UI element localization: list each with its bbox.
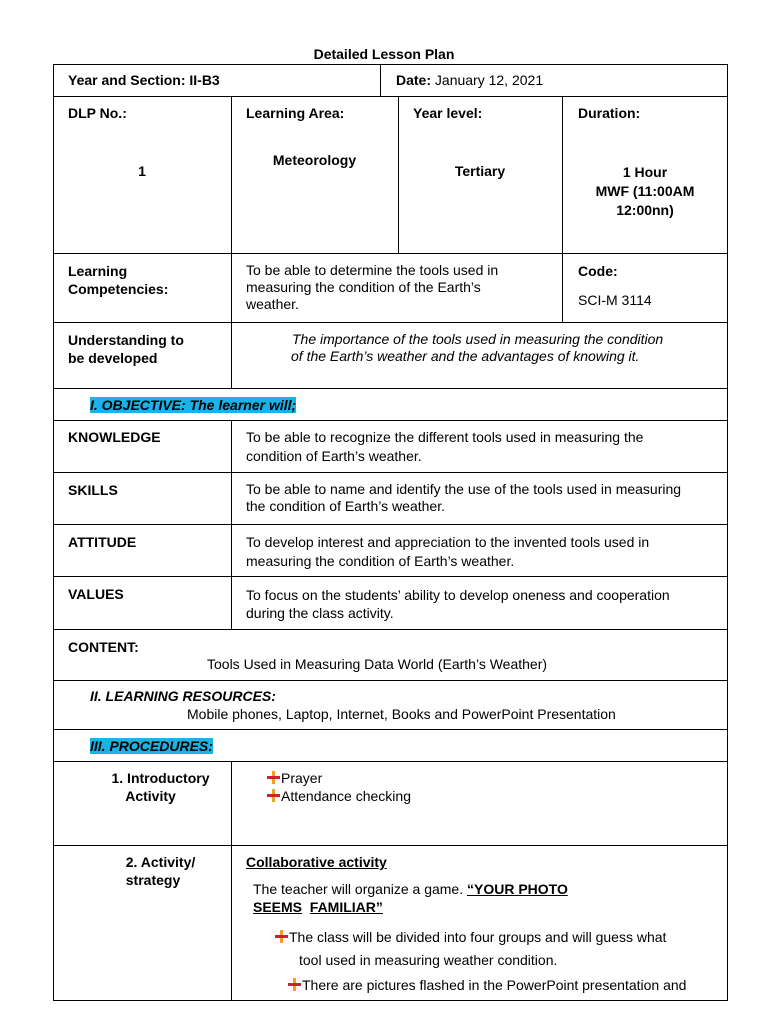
activity-heading: Collaborative activity (246, 854, 387, 870)
activity-bullet: The class will be divided into four groups and will guess what (275, 928, 666, 946)
dlp-label: DLP No.: (68, 105, 127, 121)
competencies-text-3: weather. (246, 296, 299, 312)
introductory-label-2: Activity (125, 788, 176, 804)
objective-text-2: condition of Earth’s weather. (246, 448, 422, 464)
date-label: Date: (396, 72, 432, 88)
activity-label-2: strategy (125, 872, 181, 888)
understanding-label: Understanding to (68, 332, 184, 348)
year-level-value: Tertiary (454, 163, 506, 179)
activity-bullet-cont: tool used in measuring weather condition. (299, 952, 558, 968)
objective-label: VALUES (68, 586, 124, 602)
year-level-label: Year level: (413, 105, 483, 121)
objective-heading: I. OBJECTIVE: The learner will; (90, 397, 297, 413)
activity-intro: The teacher will organize a game. “YOUR PHOTO (253, 881, 568, 897)
game-title: “YOUR PHOTO (467, 881, 568, 897)
date-value: January 12, 2021 (434, 72, 544, 88)
content-text: Tools Used in Measuring Data World (Earth’s Weather) (207, 656, 548, 672)
objective-text: To focus on the students’ ability to develop oneness and cooperation (246, 587, 670, 603)
objective-text: To develop interest and appreciation to the invented tools used in (246, 534, 650, 550)
game-title-2: SEEMS FAMILIAR” (253, 899, 383, 915)
understanding-text-2: of the Earth’s weather and the advantages of knowing it. (291, 348, 640, 364)
code-value: SCI-M 3114 (578, 292, 652, 308)
competencies-text: To be able to determine the tools used in (246, 262, 499, 278)
resources-heading: II. LEARNING RESOURCES: (90, 688, 276, 704)
procedures-heading: III. PROCEDURES: (90, 738, 213, 754)
bullet-icon (288, 978, 301, 991)
objective-text: To be able to name and identify the use of the tools used in measuring (246, 481, 682, 497)
year-section-label: Year and Section: II-B3 (68, 72, 220, 88)
content-label: CONTENT: (68, 639, 139, 655)
introductory-label: 1. Introductory (111, 770, 210, 786)
activity-label: 2. Activity/ (125, 854, 196, 870)
objective-text: To be able to recognize the different tools used in measuring the (246, 429, 644, 445)
bullet-icon (267, 789, 280, 802)
objective-label: KNOWLEDGE (68, 429, 161, 445)
competencies-text-2: measuring the condition of the Earth’s (246, 279, 481, 295)
understanding-label-2: be developed (68, 350, 158, 366)
introductory-item: Attendance checking (267, 787, 411, 805)
duration-label: Duration: (578, 105, 641, 121)
learning-area-value: Meteorology (272, 152, 357, 168)
duration-schedule: MWF (11:00AM (595, 183, 695, 199)
introductory-item: Prayer (267, 769, 322, 787)
duration-schedule-end: 12:00nn) (616, 202, 674, 218)
document-title: Detailed Lesson Plan (313, 46, 455, 62)
bullet-icon (275, 930, 288, 943)
learning-area-label: Learning Area: (246, 105, 345, 121)
understanding-text: The importance of the tools used in measuring the condition (292, 331, 664, 347)
objective-label: ATTITUDE (68, 534, 137, 550)
resources-text: Mobile phones, Laptop, Internet, Books and PowerPoint Presentation (187, 706, 616, 722)
bullet-icon (267, 771, 280, 784)
competencies-label: Learning (68, 263, 128, 279)
duration-hours: 1 Hour (622, 164, 668, 180)
objective-text-2: measuring the condition of Earth’s weather. (246, 553, 515, 569)
objective-label: SKILLS (68, 482, 118, 498)
objective-text-2: during the class activity. (246, 605, 394, 621)
objective-text-2: the condition of Earth’s weather. (246, 498, 445, 514)
code-label: Code: (578, 263, 618, 279)
activity-bullet: There are pictures flashed in the PowerPoint presentation and (288, 976, 686, 994)
dlp-value: 1 (138, 163, 146, 179)
date-field (396, 71, 543, 89)
competencies-label-2: Competencies: (68, 281, 169, 297)
